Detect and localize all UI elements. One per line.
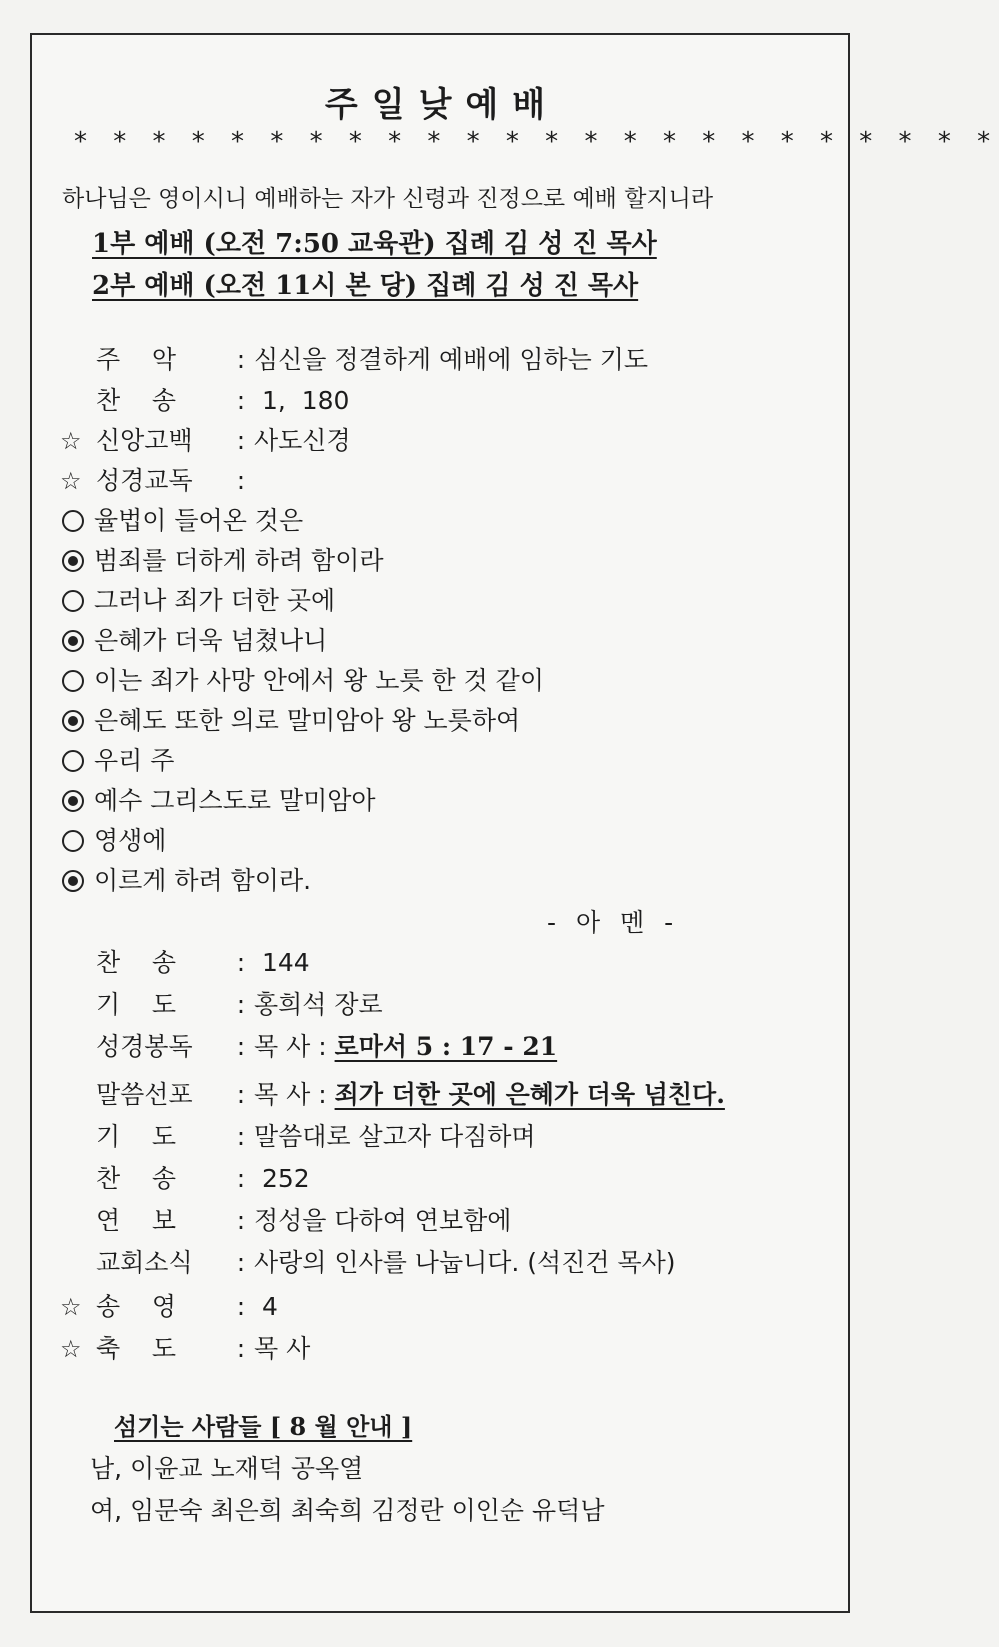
order-row <box>60 421 351 457</box>
circle-icon <box>62 750 84 772</box>
colon-separator: : <box>236 1080 246 1109</box>
order-label: 성경봉독 <box>96 1032 193 1061</box>
order-label: 연 보 <box>96 1206 177 1235</box>
reading-text: 영생에 <box>94 826 167 855</box>
page-title: 주일낮예배 <box>324 85 560 125</box>
order-row <box>60 1075 725 1111</box>
order-value: 심신을 정결하게 예배에 임하는 기도 <box>254 345 649 374</box>
filled-circle-icon <box>62 550 84 572</box>
order-value: 홍희석 장로 <box>254 990 383 1019</box>
reading-text: 우리 주 <box>94 746 175 775</box>
colon-separator: : <box>236 1334 246 1363</box>
order-row <box>60 340 648 376</box>
order-row <box>60 943 310 979</box>
order-label: 송 영 <box>96 1292 177 1321</box>
reading-text: 예수 그리스도로 말미암아 <box>94 786 376 815</box>
order-label: 주 악 <box>96 345 177 374</box>
order-value: 목 사 : <box>254 1080 327 1109</box>
order-row <box>60 1243 676 1279</box>
order-value: 사도신경 <box>254 426 351 455</box>
star-icon: ☆ <box>60 1293 82 1321</box>
order-row <box>60 461 254 497</box>
circle-icon <box>62 670 84 692</box>
colon-separator: : <box>236 1248 246 1277</box>
colon-separator: : <box>236 1164 246 1193</box>
order-label: 찬 송 <box>96 386 177 415</box>
reading-text: 은혜가 더욱 넘쳤나니 <box>94 626 328 655</box>
order-value: 252 <box>254 1164 310 1193</box>
ushers-title: 섬기는 사람들 [ 8 월 안내 ] <box>114 1412 413 1441</box>
filled-circle-icon <box>62 630 84 652</box>
colon-separator: : <box>236 990 246 1019</box>
order-label: 기 도 <box>96 990 177 1019</box>
star-icon: ☆ <box>60 427 82 455</box>
reading-line <box>62 701 520 737</box>
circle-icon <box>62 590 84 612</box>
service-1-line: 1부 예배 (오전 7:50 교육관) 집례 김 성 진 목사 <box>92 229 657 259</box>
order-row <box>60 1117 536 1153</box>
reading-line <box>62 581 335 617</box>
reading-text: 율법이 들어온 것은 <box>94 506 304 535</box>
ushers-men: 남, 이윤교 노재덕 공옥열 <box>90 1454 364 1483</box>
order-label: 성경교독 <box>96 466 193 495</box>
reading-line <box>62 661 544 697</box>
reading-text: 범죄를 더하게 하려 함이라 <box>94 546 384 575</box>
reading-line <box>62 541 384 577</box>
circle-icon <box>62 510 84 532</box>
reading-text: 이는 죄가 사망 안에서 왕 노릇 한 것 같이 <box>94 666 544 695</box>
order-row <box>60 1159 310 1195</box>
colon-separator: : <box>236 1032 246 1061</box>
colon-separator: : <box>236 466 246 495</box>
reading-line <box>62 741 174 777</box>
scripture-verse: 하나님은 영이시니 예배하는 자가 신령과 진정으로 예배 할지니라 <box>62 186 714 212</box>
colon-separator: : <box>236 386 246 415</box>
emphasized-text: 로마서 5 : 17 - 21 <box>334 1032 558 1061</box>
order-value: 말씀대로 살고자 다짐하며 <box>254 1122 536 1151</box>
star-icon: ☆ <box>60 1335 82 1363</box>
filled-circle-icon <box>62 710 84 732</box>
order-label: 기 도 <box>96 1122 177 1151</box>
order-row <box>60 1287 278 1323</box>
filled-circle-icon <box>62 790 84 812</box>
amen: - 아 멘 - <box>547 908 680 937</box>
order-label: 교회소식 <box>96 1248 193 1277</box>
order-value: 4 <box>254 1292 278 1321</box>
reading-line <box>62 821 166 857</box>
circle-icon <box>62 830 84 852</box>
order-value: 정성을 다하여 연보함에 <box>254 1206 512 1235</box>
reading-line <box>62 621 327 657</box>
reading-text: 은혜도 또한 의로 말미암아 왕 노릇하여 <box>94 706 521 735</box>
service-2-line: 2부 예배 (오전 11시 본 당) 집례 김 성 진 목사 <box>92 271 639 301</box>
order-row <box>60 381 349 417</box>
order-row <box>60 1027 557 1063</box>
reading-line <box>62 861 311 897</box>
filled-circle-icon <box>62 870 84 892</box>
ushers-women: 여, 임문숙 최은희 최숙희 김정란 이인순 유덕남 <box>90 1496 605 1525</box>
colon-separator: : <box>236 1292 246 1321</box>
order-label: 축 도 <box>96 1334 177 1363</box>
order-value: 사랑의 인사를 나눕니다. (석진건 목사) <box>254 1248 676 1277</box>
order-value: 목 사 : <box>254 1032 327 1061</box>
order-value: 1, 180 <box>254 386 350 415</box>
colon-separator: : <box>236 1122 246 1151</box>
colon-separator: : <box>236 948 246 977</box>
reading-text: 이르게 하려 함이라. <box>94 866 312 895</box>
colon-separator: : <box>236 426 246 455</box>
colon-separator: : <box>236 1206 246 1235</box>
order-row <box>60 1329 310 1365</box>
order-label: 신앙고백 <box>96 426 193 455</box>
order-row <box>60 985 383 1021</box>
order-label: 찬 송 <box>96 948 177 977</box>
star-divider: * * * * * * * * * * * * * * * * * * * * * * * * <box>74 127 999 157</box>
reading-line <box>62 781 376 817</box>
order-value: 144 <box>254 948 310 977</box>
emphasized-text: 죄가 더한 곳에 은혜가 더욱 넘친다. <box>334 1080 725 1109</box>
order-row <box>60 1201 511 1237</box>
reading-text: 그러나 죄가 더한 곳에 <box>94 586 336 615</box>
colon-separator: : <box>236 345 246 374</box>
bulletin-frame <box>30 33 999 1613</box>
star-icon: ☆ <box>60 467 82 495</box>
order-label: 말씀선포 <box>96 1080 193 1109</box>
order-value: 목 사 <box>254 1334 311 1363</box>
order-label: 찬 송 <box>96 1164 177 1193</box>
reading-line <box>62 501 303 537</box>
